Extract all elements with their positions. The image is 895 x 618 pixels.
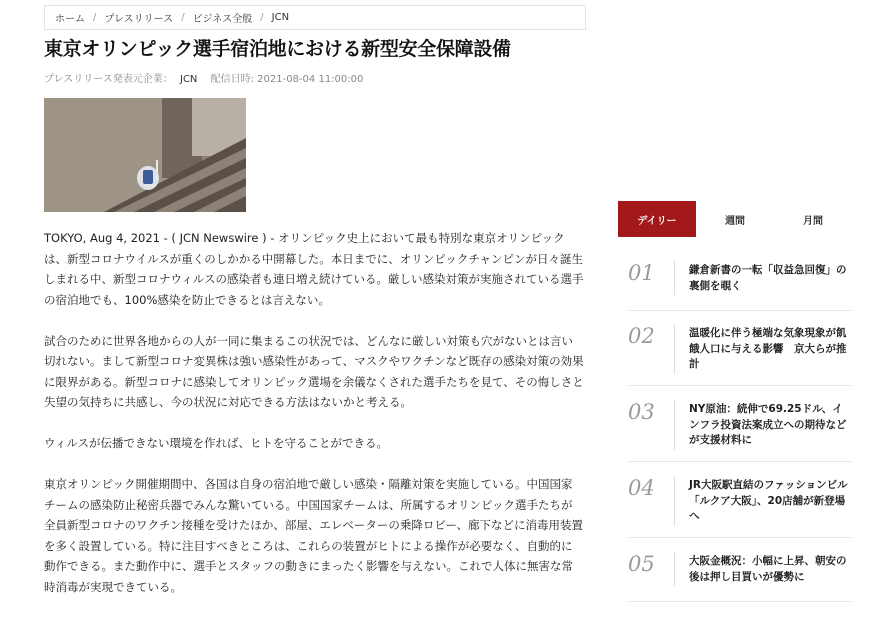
rank-divider [674, 324, 675, 374]
publisher-label: プレスリリース発表元企業： [44, 74, 173, 85]
article-photo [44, 98, 246, 212]
article-paragraph: TOKYO, Aug 4, 2021 - ( JCN Newswire ) - オリンピック史上において最も特別な東京オリンピックは、新型コロナウイルスが重くのしかかる中開幕した。本日までに、オリンピックチャンピンが日々誕生しまれる中、新型コロナウィルスの感染者も連日増え続けている。厳しい感染対策が実施されている選手の宿泊地でも、100%感染を防止できるとは言えない。 [44, 231, 584, 307]
rank-number: 01 [628, 261, 655, 285]
rank-number: 03 [628, 400, 655, 424]
rank-divider [674, 552, 675, 586]
breadcrumb-home[interactable]: ホーム [55, 14, 85, 25]
ranking-link[interactable]: NY原油：続伸で69.25ドル、インフラ投資法案成立への期待などが支援材料に [689, 403, 847, 446]
ranking-link[interactable]: 鎌倉新書の一転「収益急回復」の裏側を覗く [689, 264, 847, 292]
ranking-item [628, 468, 852, 538]
rank-number: 02 [628, 324, 655, 348]
tab-monthly[interactable]: 月間 [803, 215, 823, 227]
rank-divider [674, 400, 675, 450]
ranking-item [628, 544, 852, 602]
ranking-link[interactable]: JR大阪駅直結のファッションビル「ルクア大阪」、20店舗が新登場へ [689, 479, 848, 522]
breadcrumb-business[interactable]: ビジネス全般 [192, 14, 253, 25]
ranking-item [628, 392, 852, 462]
publish-date: 配信日時: 2021-08-04 11:00:00 [210, 74, 364, 85]
rank-number: 05 [628, 552, 655, 576]
breadcrumb-separator: / [260, 12, 264, 23]
tab-daily[interactable]: デイリー [618, 201, 696, 237]
ranking-item [628, 316, 852, 386]
hallway-device-image [44, 98, 246, 212]
rank-number: 04 [628, 476, 655, 500]
ranking-link[interactable]: 温暖化に伴う極端な気象現象が飢餓人口に与える影響 京大らが推計 [689, 327, 847, 370]
rank-divider [674, 261, 675, 295]
breadcrumb-press-release[interactable]: プレスリリース [104, 14, 174, 25]
ranking-link[interactable]: 大阪金概況：小幅に上昇、朝安の後は押し目買いが優勢に [689, 555, 847, 583]
article-paragraph: 試合のために世界各地からの人が一同に集まるこの状況では、どんなに厳しい対策も穴がないとは言い切れない。まして新型コロナ変異株は強い感染性があって、マスクやワクチンなど既存の感染対策の効果に限界がある。新型コロナに感染してオリンピック選場を余儀なくされた選手たちを見て、その悔しさと失望の気持ちに共感し、今の状況に対応できる方法はないかと考える。 [44, 333, 584, 409]
ranking-item [628, 253, 852, 311]
ranking-tabs [618, 201, 852, 237]
breadcrumb [44, 5, 586, 30]
breadcrumb-separator: / [93, 12, 97, 23]
breadcrumb-separator: / [181, 12, 185, 23]
article-paragraph: 東京オリンピック開催期間中、各国は自身の宿泊地で厳しい感染・隔離対策を実施している。中国国家チームの感染防止秘密兵器でみんな驚いている。中国国家チームは、所属するオリンピック選手たちが全員新型コロナのワクチン接種を受けたほか、部屋、エレベーターの乗降ロビー、廊下などに消毒用装置を多く設置している。特に注目すべきところは、これらの装置がヒトによる操作が必要なく、自動的に動作できる。また動作中に、選手とスタッフの動きにまったく影響を与えない。これで人体に無害な常時消毒が実現できている。 [44, 477, 583, 594]
rank-divider [674, 476, 675, 526]
article-paragraph: ウィルスが伝播できない環境を作れば、ヒトを守ることができる。 [44, 436, 388, 450]
page-title: 東京オリンピック選手宿泊地における新型安全保障設備 [44, 38, 511, 60]
tab-weekly[interactable]: 週間 [725, 215, 745, 227]
article-body [44, 228, 584, 618]
breadcrumb-jcn[interactable]: JCN [271, 12, 290, 23]
article-meta [44, 70, 363, 85]
publisher-link[interactable]: JCN [180, 74, 198, 85]
